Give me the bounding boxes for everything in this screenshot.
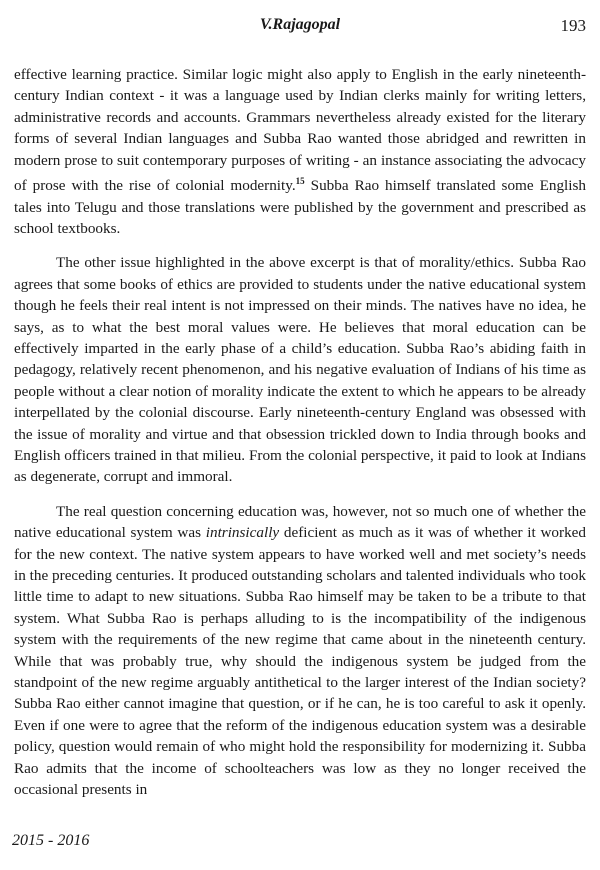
footnote-marker: 15 bbox=[295, 176, 305, 187]
paragraph-text: effective learning practice. Similar logic might also apply to English in the early nineteenth-century Indian context - it was a language used by Indian clerks mainly for writing letters, administrative records and accounts. Grammars nevertheless already existed for the literary forms of several Indian languages and Subba Rao wanted those abridged and rewritten in modern prose to suit contemporary purposes of writing - an instance associating the advocacy of prose with the rise of colonial modernity. bbox=[14, 66, 586, 195]
body-text bbox=[14, 64, 586, 813]
running-head-author: V.Rajagopal bbox=[259, 16, 341, 33]
paragraph-text: Subba Rao himself translated some English tales into Telugu and those translations were published by the government and prescribed as school textbooks. bbox=[14, 177, 586, 237]
paragraph-text: The real question concerning education was, however, not so much one of whether the native educational system was bbox=[14, 502, 586, 542]
paragraph-2 bbox=[14, 252, 586, 487]
paragraph-3 bbox=[14, 501, 586, 801]
page-number: 193 bbox=[560, 16, 586, 35]
paragraph-text: The other issue highlighted in the above excerpt is that of morality/ethics. Subba Rao agrees that some books of ethics are provided to students under the native educational system though he feels their real intent is not impressed on their minds. The natives have no idea, he says, as to what the best moral values were. He believes that moral education can be effectively imparted in the early phase of a child’s education. Subba Rao’s abiding faith in pedagogy, relatively recent phenomenon, and his negative evaluation of Indians of his time as people without a clear notion of morality indicate the extent to which he appears to be already interpellated by the colonial discourse. Early nineteenth-century England was obsessed with the issue of morality and virtue and that obsession trickled down to India through books and English officers trained in that milieu. From the colonial perspective, it paid to look at Indians as degenerate, corrupt and immoral. bbox=[14, 254, 586, 486]
paragraph-text: deficient as much as it was of whether it worked for the new context. The native system appears to have worked well and met society’s needs in the preceding centuries. It produced outstanding scholars and talented individuals who took little time to adapt to new situations. Subba Rao himself may be taken to be a tribute to that system. What Subba Rao is perhaps alluding to is the incompatibility of the indigenous system with the requirements of the new regime that came about in the nineteenth century. While that was probably true, why should the indigenous system be judged from the standpoint of the new regime arguably antithetical to the larger interest of the Indian society? Subba Rao either cannot imagine that question, or if he can, he is too careful to ask it openly. Even if one were to agree that the reform of the indigenous education system was a desirable policy, question would remain of who might hold the responsibility for modernizing it. Subba Rao admits that the income of schoolteachers was low as they no longer received the occasional presents in bbox=[14, 524, 586, 799]
emphasized-word: intrinsically bbox=[205, 524, 280, 542]
paragraph-1 bbox=[14, 64, 586, 239]
page-header bbox=[0, 14, 600, 42]
page-footer-year: 2015 - 2016 bbox=[12, 832, 90, 849]
